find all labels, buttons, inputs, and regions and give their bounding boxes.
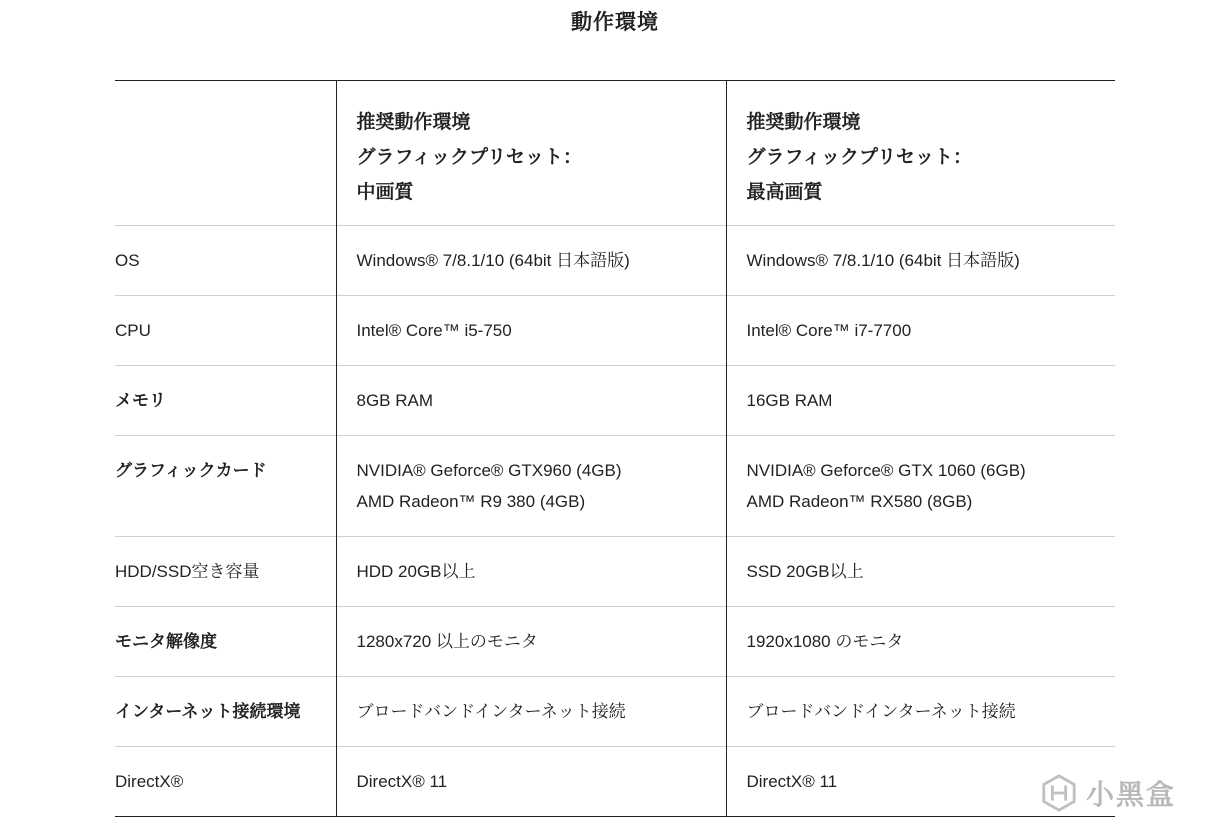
value-line: ブロードバンドインターネット接続 [746, 702, 1016, 721]
value-line: NVIDIA® Geforce® GTX 1060 (6GB) [746, 461, 1026, 480]
column-header-line: 中画質 [356, 182, 414, 203]
row-label: DirectX® [115, 772, 184, 791]
highest-value [726, 677, 1115, 747]
page-title: 動作環境 [571, 11, 659, 34]
table-row-os [115, 226, 1115, 296]
value-line: HDD 20GB以上 [356, 562, 476, 581]
highest-value [726, 226, 1115, 296]
highest-value [726, 537, 1115, 607]
recommended-value [336, 537, 726, 607]
recommended-value [336, 366, 726, 436]
recommended-value [336, 226, 726, 296]
table-row-memory [115, 366, 1115, 436]
row-label: インターネット接続環境 [115, 702, 301, 721]
system-requirements-table [115, 80, 1115, 817]
column-header-line: グラフィックプリセット： [356, 147, 583, 168]
row-label: HDD/SSD空き容量 [115, 562, 260, 581]
column-header-line: 推奨動作環境 [746, 112, 861, 133]
highest-value [726, 436, 1115, 537]
column-header-recommended-highest [726, 81, 1115, 226]
value-line: DirectX® 11 [746, 772, 838, 791]
value-line: 8GB RAM [356, 391, 434, 410]
table-row-directx [115, 747, 1115, 817]
value-line: Intel® Core™ i7-7700 [746, 321, 912, 340]
recommended-value [336, 677, 726, 747]
header-corner-cell [115, 81, 336, 226]
table-row-graphics-card [115, 436, 1115, 537]
highest-value [726, 296, 1115, 366]
row-label: モニタ解像度 [115, 632, 217, 651]
column-header-line: グラフィックプリセット： [746, 147, 973, 168]
watermark [1040, 773, 1176, 813]
table-row-internet [115, 677, 1115, 747]
value-line: ブロードバンドインターネット接続 [356, 702, 626, 721]
column-header-line: 最高画質 [746, 182, 823, 203]
recommended-value [336, 607, 726, 677]
value-line: NVIDIA® Geforce® GTX960 (4GB) [356, 461, 622, 480]
recommended-value [336, 747, 726, 817]
highest-value [726, 607, 1115, 677]
column-header-line: 推奨動作環境 [356, 112, 471, 133]
value-line: SSD 20GB以上 [746, 562, 864, 581]
table-row-cpu [115, 296, 1115, 366]
row-label: CPU [115, 321, 151, 340]
highest-value [726, 366, 1115, 436]
value-line: 1280x720 以上のモニタ [356, 632, 538, 651]
value-line: DirectX® 11 [356, 772, 448, 791]
value-line: Windows® 7/8.1/10 (64bit 日本語版) [356, 251, 630, 270]
table-row-storage [115, 537, 1115, 607]
xiaoheihe-logo-icon [1040, 774, 1078, 812]
value-line: 16GB RAM [746, 391, 833, 410]
row-label: メモリ [115, 391, 166, 410]
row-label: OS [115, 251, 140, 270]
column-header-recommended-medium [336, 81, 726, 226]
watermark-text: 小黑盒 [1085, 779, 1176, 810]
table-header-row [115, 81, 1115, 226]
value-line: 1920x1080 のモニタ [746, 632, 904, 651]
table-row-monitor-resolution [115, 607, 1115, 677]
value-line: Intel® Core™ i5-750 [356, 321, 512, 340]
recommended-value [336, 296, 726, 366]
value-line: AMD Radeon™ R9 380 (4GB) [356, 492, 586, 511]
row-label: グラフィックカード [115, 461, 267, 480]
value-line: AMD Radeon™ RX580 (8GB) [746, 492, 973, 511]
value-line: Windows® 7/8.1/10 (64bit 日本語版) [746, 251, 1020, 270]
recommended-value [336, 436, 726, 537]
